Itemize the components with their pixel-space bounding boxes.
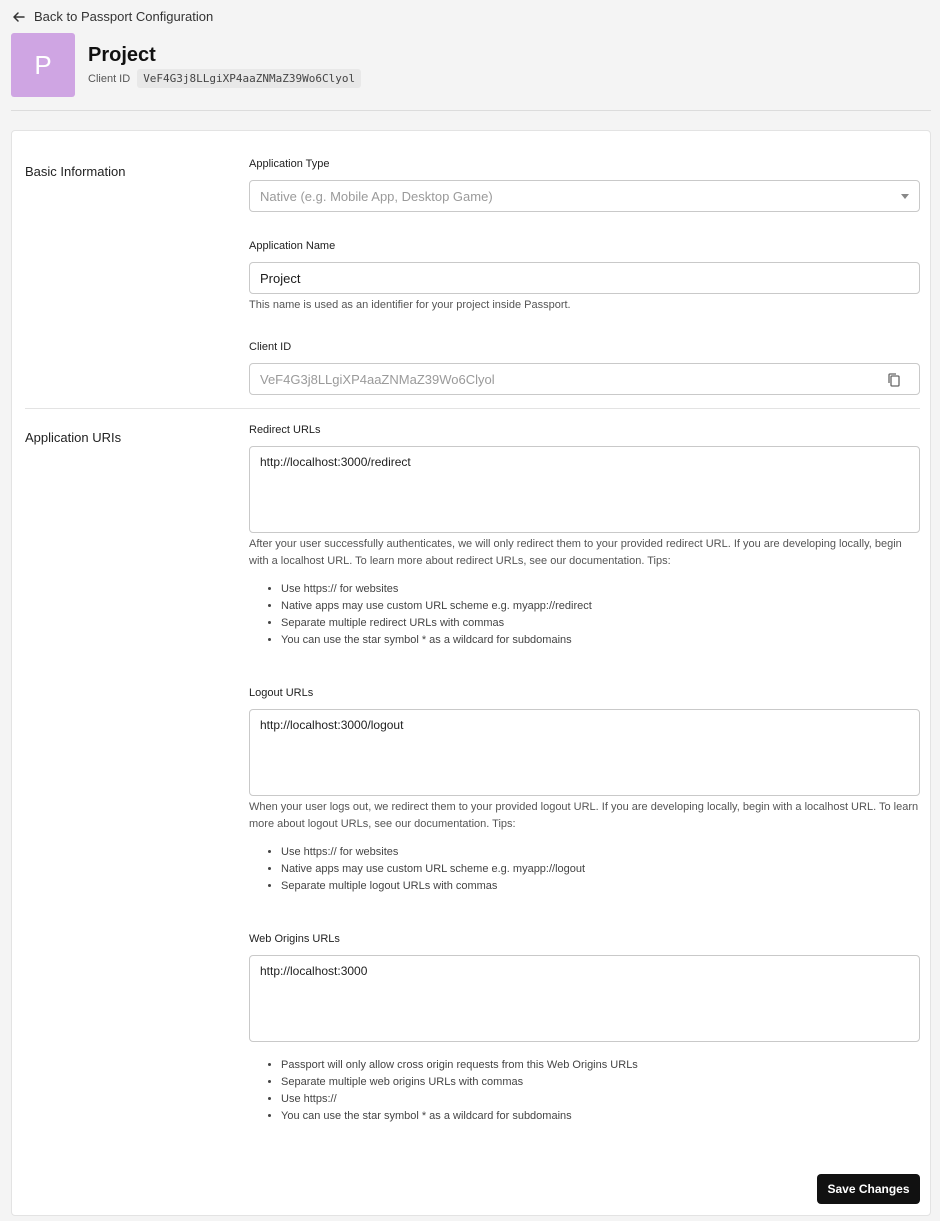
client-id-input[interactable] (249, 363, 920, 395)
app-type-select[interactable] (249, 180, 920, 212)
client-id-field-value: VeF4G3j8LLgiXP4aaZNMaZ39Wo6Clyol (260, 371, 495, 387)
redirect-textarea[interactable]: http://localhost:3000/redirect (249, 446, 920, 533)
list-item: • You can use the star symbol * as a wildcard for subdomains (281, 1108, 638, 1125)
section-title-basic: Basic Information (25, 164, 126, 179)
list-item: • Use https:// for websites (281, 844, 585, 861)
list-item: • Use https:// for websites (281, 581, 592, 598)
section-divider (25, 408, 920, 409)
list-item: • You can use the star symbol * as a wildcard for subdomains (281, 632, 592, 649)
chevron-down-icon (901, 194, 909, 199)
list-item: • Native apps may use custom URL scheme e.g. myapp://logout (281, 861, 585, 878)
logout-textarea[interactable]: http://localhost:3000/logout (249, 709, 920, 796)
back-link[interactable] (12, 9, 213, 24)
list-item: • Passport will only allow cross origin requests from this Web Origins URLs (281, 1057, 638, 1074)
app-name-label: Application Name (249, 240, 336, 252)
client-id-field-label: Client ID (249, 341, 292, 353)
list-item: • Separate multiple web origins URLs with commas (281, 1074, 638, 1091)
list-item: • Separate multiple logout URLs with commas (281, 878, 585, 895)
app-name-input[interactable] (249, 262, 920, 294)
list-item: • Use https:// (281, 1091, 638, 1108)
page-title: Project (88, 44, 156, 66)
client-id-code: VeF4G3j8LLgiXP4aaZNMaZ39Wo6Clyol (137, 69, 361, 88)
save-button[interactable]: Save Changes (817, 1174, 920, 1204)
back-link-label[interactable]: Back to Passport Configuration (34, 9, 214, 24)
redirect-help: After your user successfully authenticates, we will only redirect them to your provided redirect URL. If you are developing locally, begin with a localhost URL. To learn more about redirect URLs, see our documentation. Tips: (249, 538, 902, 567)
list-item: • Native apps may use custom URL scheme e.g. myapp://redirect (281, 598, 592, 615)
avatar: P (11, 33, 75, 97)
app-name-help: This name is used as an identifier for your project inside Passport. (249, 299, 571, 311)
copy-icon[interactable] (886, 372, 902, 388)
app-type-label: Application Type (249, 158, 330, 170)
origins-textarea[interactable]: http://localhost:3000 (249, 955, 920, 1042)
settings-card (11, 130, 931, 1216)
logout-help: When your user logs out, we redirect them to your provided logout URL. If you are developing locally, begin with a localhost URL. To learn more about logout URLs, see our documentation. Tips: (249, 801, 919, 830)
app-type-value: Native (e.g. Mobile App, Desktop Game) (260, 188, 493, 204)
client-id-label: Client ID (88, 72, 131, 85)
origins-tips (281, 1057, 638, 1125)
section-title-uris: Application URIs (25, 430, 122, 445)
project-header (11, 33, 361, 97)
redirect-label: Redirect URLs (249, 424, 321, 436)
app-name-value: Project (260, 270, 301, 286)
origins-label: Web Origins URLs (249, 933, 340, 945)
list-item: • Separate multiple redirect URLs with commas (281, 615, 592, 632)
logout-tips (281, 844, 585, 895)
arrow-left-icon (12, 10, 26, 24)
header-divider (11, 110, 931, 111)
redirect-tips (281, 581, 592, 649)
logout-label: Logout URLs (249, 687, 314, 699)
